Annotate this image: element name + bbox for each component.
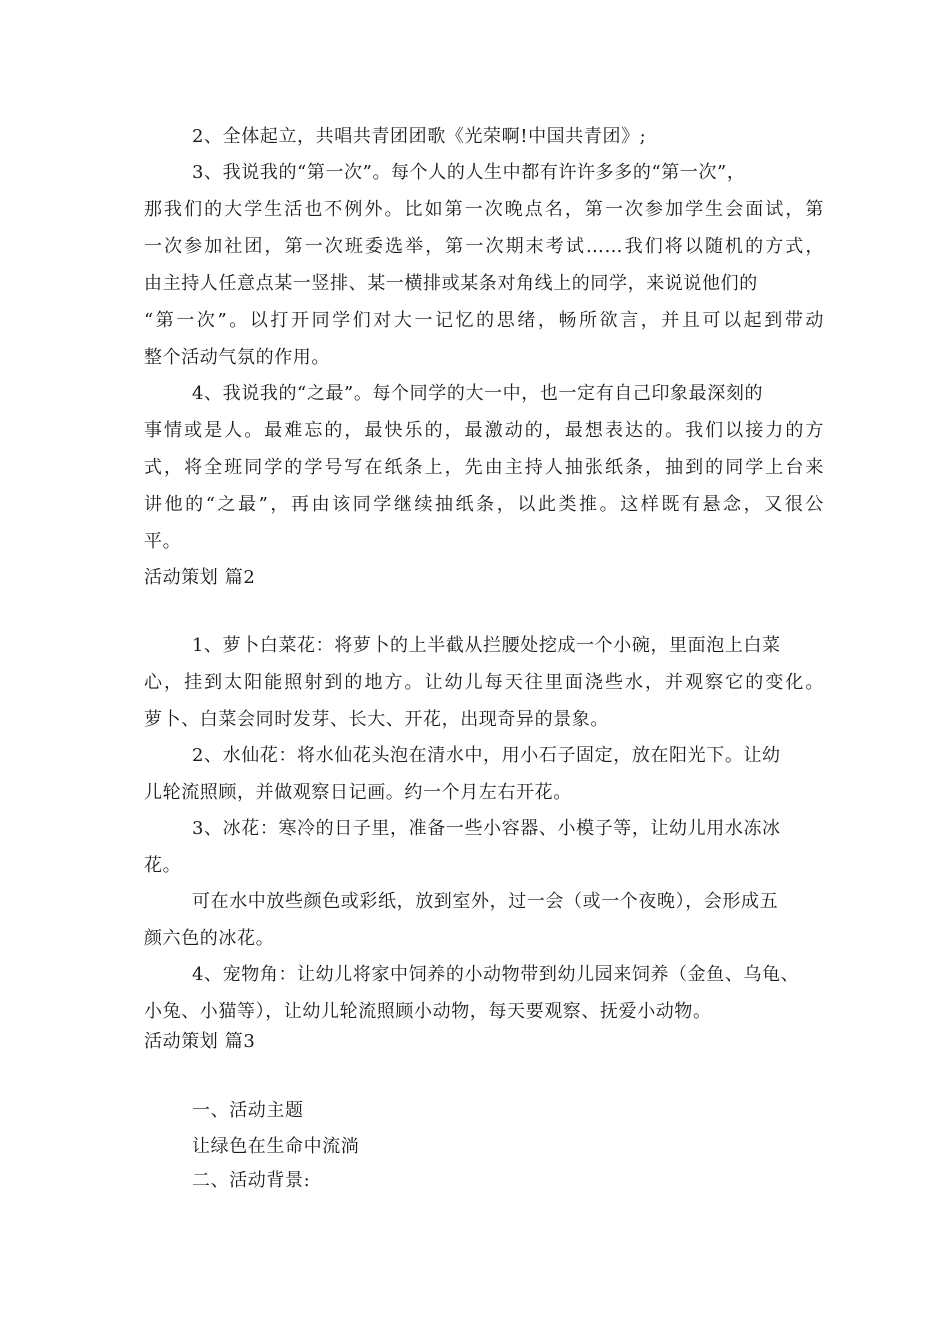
s1-item4-line4: 讲他的“之最”，再由该同学继续抽纸条，以此类推。这样既有悬念，又很公: [144, 494, 824, 515]
s1-item3-line5: “第一次”。以打开同学们对大一记忆的思绪，畅所欲言，并且可以起到带动: [144, 310, 824, 331]
s1-item3-line1: 3、我说我的“第一次”。每个人的人生中都有许许多多的“第一次”，: [192, 162, 746, 183]
s2-item2-line2: 儿轮流照顾，并做观察日记画。约一个月左右开花。: [144, 782, 572, 803]
s1-item4-line2: 事情或是人。最难忘的，最快乐的，最激动的，最想表达的。我们以接力的方: [144, 420, 824, 441]
s3-theme: 让绿色在生命中流淌: [192, 1136, 360, 1157]
s2-item1-line1: 1、萝卜白菜花：将萝卜的上半截从拦腰处挖成一个小碗，里面泡上白菜: [192, 635, 781, 656]
s2-note-line1: 可在水中放些颜色或彩纸，放到室外，过一会（或一个夜晚），会形成五: [192, 891, 779, 912]
s3-theme-label: 一、活动主题: [192, 1100, 304, 1121]
section-heading-3: 活动策划 篇3: [144, 1031, 256, 1052]
s1-item3-line3: 一次参加社团，第一次班委选举，第一次期末考试……我们将以随机的方式，: [144, 236, 824, 257]
s1-item3-line6: 整个活动气氛的作用。: [144, 347, 330, 368]
s2-item1-line3: 萝卜、白菜会同时发芽、长大、开花，出现奇异的景象。: [144, 709, 609, 730]
s1-item4-line1: 4、我说我的“之最”。每个同学的大一中，也一定有自己印象最深刻的: [192, 383, 764, 404]
s2-note-line2: 颜六色的冰花。: [144, 928, 275, 949]
s2-item3-line2: 花。: [144, 855, 182, 876]
s1-item4-line3: 式，将全班同学的学号写在纸条上，先由主持人抽张纸条，抽到的同学上台来: [144, 457, 824, 478]
s3-background-label: 二、活动背景:: [192, 1170, 311, 1191]
s2-item3-line1: 3、冰花：寒冷的日子里，准备一些小容器、小模子等，让幼儿用水冻冰: [192, 818, 781, 839]
s1-item3-line2: 那我们的大学生活也不例外。比如第一次晚点名，第一次参加学生会面试，第: [144, 199, 824, 220]
s2-item2-line1: 2、水仙花：将水仙花头泡在清水中，用小石子固定，放在阳光下。让幼: [192, 745, 781, 766]
s1-item4-line5: 平。: [144, 531, 182, 552]
s2-item4-line1: 4、宠物角：让幼儿将家中饲养的小动物带到幼儿园来饲养（金鱼、乌龟、: [192, 964, 800, 985]
s2-item4-line2: 小兔、小猫等），让幼儿轮流照顾小动物，每天要观察、抚爱小动物。: [144, 1001, 712, 1022]
s1-item3-line4: 由主持人任意点某一竖排、某一横排或某条对角线上的同学，来说说他们的: [144, 273, 758, 294]
section-heading-2: 活动策划 篇2: [144, 567, 256, 588]
s2-item1-line2: 心，挂到太阳能照射到的地方。让幼儿每天往里面浇些水，并观察它的变化。: [144, 672, 824, 693]
s1-item2: 2、全体起立，共唱共青团团歌《光荣啊!中国共青团》;: [192, 126, 647, 147]
